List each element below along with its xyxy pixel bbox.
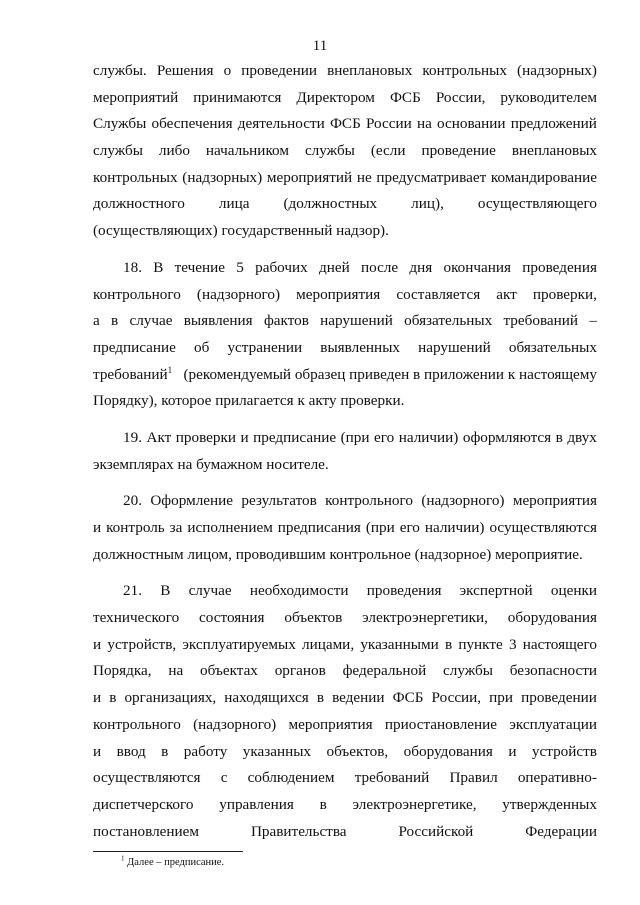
word: 3 xyxy=(508,635,517,653)
word: контрольного xyxy=(325,492,413,510)
word: соблюдением xyxy=(247,769,335,787)
word: наличии) xyxy=(398,428,459,446)
word: выявления xyxy=(183,312,253,330)
word: проверки, xyxy=(532,285,597,303)
word: объектов, xyxy=(326,742,389,760)
word: нарушений xyxy=(320,312,393,330)
text-line xyxy=(93,362,597,389)
word: контроль xyxy=(106,519,165,536)
text-line xyxy=(93,58,597,85)
word: начальником xyxy=(205,142,289,160)
word: Правительства xyxy=(250,822,347,840)
text-line xyxy=(93,712,597,739)
word: В xyxy=(160,582,171,600)
word: эксплуатируемых xyxy=(182,635,296,653)
word: технического xyxy=(93,609,180,627)
word: двух xyxy=(567,428,597,446)
text-line xyxy=(93,685,597,712)
word: нарушений xyxy=(418,338,491,356)
word: 19. xyxy=(123,428,142,446)
word: находящихся xyxy=(224,689,309,707)
word: ведении xyxy=(332,689,385,707)
word: и xyxy=(240,428,249,446)
text-line: (осуществляющих) государственный надзор). xyxy=(93,222,389,240)
text-line xyxy=(93,335,597,362)
word: (должностных xyxy=(283,195,378,213)
word: внеплановых xyxy=(327,62,413,79)
footnote xyxy=(121,854,225,868)
word: постановлением xyxy=(93,822,200,840)
word: лица xyxy=(218,195,250,213)
word: проведении xyxy=(241,62,318,79)
word: мероприятия xyxy=(296,285,381,303)
word: настоящего xyxy=(522,635,597,653)
word: объектах xyxy=(200,662,258,680)
word: в xyxy=(161,742,169,760)
word: принимаются xyxy=(193,88,282,106)
text-line xyxy=(93,255,597,282)
text-line xyxy=(93,765,597,792)
word: службы. xyxy=(93,62,147,79)
text-line: Порядку), которое прилагается к акту проверки. xyxy=(93,392,405,410)
word: управления xyxy=(219,795,294,813)
word: (надзорного) xyxy=(193,715,277,733)
word: Порядка, xyxy=(93,662,152,680)
word: осуществляются xyxy=(489,519,597,536)
text-line xyxy=(93,282,597,309)
document-body xyxy=(93,58,597,845)
text-line xyxy=(93,792,597,819)
text-line xyxy=(93,605,597,632)
word: рабочих xyxy=(255,258,308,276)
word: деятельности xyxy=(237,115,325,133)
word: ФСБ xyxy=(392,689,424,707)
word: ФСБ xyxy=(389,88,421,106)
word: оборудования xyxy=(403,742,493,760)
word: должностного xyxy=(93,195,185,213)
text-line xyxy=(93,111,597,138)
word: предписания xyxy=(277,519,361,536)
word: Решения xyxy=(156,62,214,79)
word: в xyxy=(316,689,324,707)
paragraph-20 xyxy=(93,488,597,568)
word: о xyxy=(223,62,232,79)
word: мероприятия xyxy=(288,715,373,733)
word: требований xyxy=(354,769,430,787)
word: службы xyxy=(443,662,493,680)
word: и xyxy=(93,742,102,760)
word: Российской xyxy=(398,822,474,840)
text-line xyxy=(93,165,597,192)
word: контрольного xyxy=(93,285,181,303)
word: пункте xyxy=(458,635,503,653)
word: 5 xyxy=(236,258,244,276)
word: либо xyxy=(158,142,190,160)
word: (надзорного) xyxy=(196,285,281,303)
word: в xyxy=(319,795,327,813)
word: контрольного xyxy=(93,715,181,733)
word: окончания xyxy=(443,258,512,276)
word: акт xyxy=(496,285,517,303)
word: 20. xyxy=(123,492,142,510)
word: приостановление xyxy=(384,715,498,733)
word: состояния xyxy=(199,609,265,627)
word: лицами, xyxy=(302,635,355,653)
word: (надзорных) xyxy=(182,168,263,186)
word: устройств, xyxy=(107,635,177,653)
word: проведения xyxy=(366,582,442,600)
word: оборудования xyxy=(507,609,597,627)
word: а xyxy=(93,312,100,330)
word: ФСБ xyxy=(329,115,361,133)
text-line xyxy=(93,138,597,165)
footnote-divider xyxy=(93,851,243,852)
word: указанных xyxy=(242,742,312,760)
word: диспетчерского xyxy=(93,795,194,813)
paragraph-21 xyxy=(93,578,597,845)
footnote-reference: 1 xyxy=(167,364,173,375)
text-line xyxy=(93,488,597,515)
text-line: должностным лицом, проводившим контрольное (надзорное) мероприятие. xyxy=(93,545,583,563)
word: случае xyxy=(129,312,173,330)
text-line xyxy=(93,658,597,685)
word: мероприятия xyxy=(512,492,597,510)
word: экспертной xyxy=(459,582,533,600)
word: за xyxy=(169,519,183,536)
word: ввод xyxy=(116,742,146,760)
word: России, xyxy=(435,88,486,106)
word: его xyxy=(399,519,420,536)
footnote-mark: 1 xyxy=(121,854,125,863)
word: объектов xyxy=(284,609,343,627)
word: Акт xyxy=(146,428,172,446)
word: фактов xyxy=(263,312,309,330)
word: его xyxy=(374,428,395,446)
word: результатов xyxy=(241,492,317,510)
word: и xyxy=(93,519,102,536)
word: составляется xyxy=(396,285,481,303)
word: в xyxy=(111,312,119,330)
word: предложений xyxy=(510,115,597,133)
word: и xyxy=(93,689,102,707)
word: наличии) xyxy=(424,519,485,536)
word: дня xyxy=(409,258,433,276)
word: течение xyxy=(174,258,226,276)
word: службы xyxy=(93,142,143,160)
word: не xyxy=(356,168,372,186)
word: обязательных xyxy=(508,338,597,356)
text-line xyxy=(93,739,597,766)
word: работу xyxy=(183,742,228,760)
word: предписание xyxy=(253,428,337,446)
word: об xyxy=(194,338,210,356)
word: проведении xyxy=(521,689,597,707)
word: России, xyxy=(431,689,482,707)
word: мероприятий xyxy=(93,88,179,106)
text-line xyxy=(93,515,597,542)
word: после xyxy=(360,258,399,276)
word: осуществляющего xyxy=(477,195,597,213)
word: предусматривает xyxy=(376,168,487,186)
word: при xyxy=(489,689,514,707)
word: случае xyxy=(188,582,232,600)
word: (надзорного) xyxy=(421,492,505,510)
word: – xyxy=(589,312,597,330)
word: России xyxy=(365,115,412,133)
text-line xyxy=(93,85,597,112)
word: безопасности xyxy=(509,662,597,680)
word: дней xyxy=(318,258,350,276)
page-number: 11 xyxy=(312,38,328,54)
word: на xyxy=(416,115,432,133)
word: (при xyxy=(365,519,395,536)
word: необходимости xyxy=(249,582,349,600)
text-line xyxy=(93,578,597,605)
word: организациях, xyxy=(124,689,217,707)
word: Федерации xyxy=(525,822,597,840)
word: обеспечения xyxy=(151,115,233,133)
word: мероприятий xyxy=(266,168,353,186)
word: и xyxy=(508,742,517,760)
paragraph-19 xyxy=(93,425,597,478)
word: на xyxy=(168,662,184,680)
word: (если xyxy=(370,142,406,160)
word: в xyxy=(109,689,117,707)
word: с xyxy=(220,769,228,787)
word: обязательных xyxy=(404,312,493,330)
text-line xyxy=(93,191,597,218)
paragraph-18 xyxy=(93,255,597,415)
word: (надзорных) xyxy=(517,62,597,79)
word: выявленных xyxy=(320,338,400,356)
word: и xyxy=(93,635,102,653)
word: проведение xyxy=(421,142,496,160)
word: контрольных xyxy=(422,62,507,79)
word: утвержденных xyxy=(502,795,597,813)
word: Оформление xyxy=(150,492,234,510)
word: оценки xyxy=(550,582,597,600)
text-line: экземплярах на бумажном носителе. xyxy=(93,455,329,473)
word: требований xyxy=(503,312,579,330)
text-line xyxy=(93,425,597,452)
text-line xyxy=(93,308,597,335)
line-remainder: (рекомендуемый образец приведен в приложении к настоящему xyxy=(183,365,597,383)
word: указанными xyxy=(360,635,439,653)
word: внеплановых xyxy=(511,142,597,160)
text-line xyxy=(93,819,597,846)
word: проверки xyxy=(175,428,237,446)
word: Правил xyxy=(449,769,498,787)
word: Директором xyxy=(296,88,375,106)
word: командирование xyxy=(490,168,597,186)
word: Службы xyxy=(93,115,147,133)
word: лиц), xyxy=(411,195,444,213)
word: электроэнергетике, xyxy=(352,795,477,813)
word: в xyxy=(555,428,563,446)
word: устранении xyxy=(227,338,303,356)
word: В xyxy=(153,258,164,276)
word: службы xyxy=(304,142,355,160)
word: оформляются xyxy=(462,428,552,446)
word-group: требований$^1$ xyxy=(93,364,173,383)
paragraph-continuation xyxy=(93,58,597,245)
footnote-text: Далее – предписание. xyxy=(127,857,225,868)
word: 21. xyxy=(123,582,142,600)
word: основании xyxy=(437,115,506,133)
word: руководителем xyxy=(500,88,597,106)
word: оперативно- xyxy=(517,769,597,787)
word: осуществляются xyxy=(93,769,201,787)
word: исполнением xyxy=(187,519,273,536)
word: 18. xyxy=(123,258,142,276)
word: устройств xyxy=(531,742,597,760)
word: (при xyxy=(340,428,370,446)
text-line xyxy=(93,632,597,659)
word: электроэнергетики, xyxy=(362,609,488,627)
word: органов xyxy=(274,662,326,680)
word: в xyxy=(444,635,453,653)
word: эксплуатации xyxy=(509,715,597,733)
word: федеральной xyxy=(342,662,427,680)
word: предписание xyxy=(93,338,176,356)
word: проведения xyxy=(522,258,597,276)
word: контрольных xyxy=(93,168,178,186)
